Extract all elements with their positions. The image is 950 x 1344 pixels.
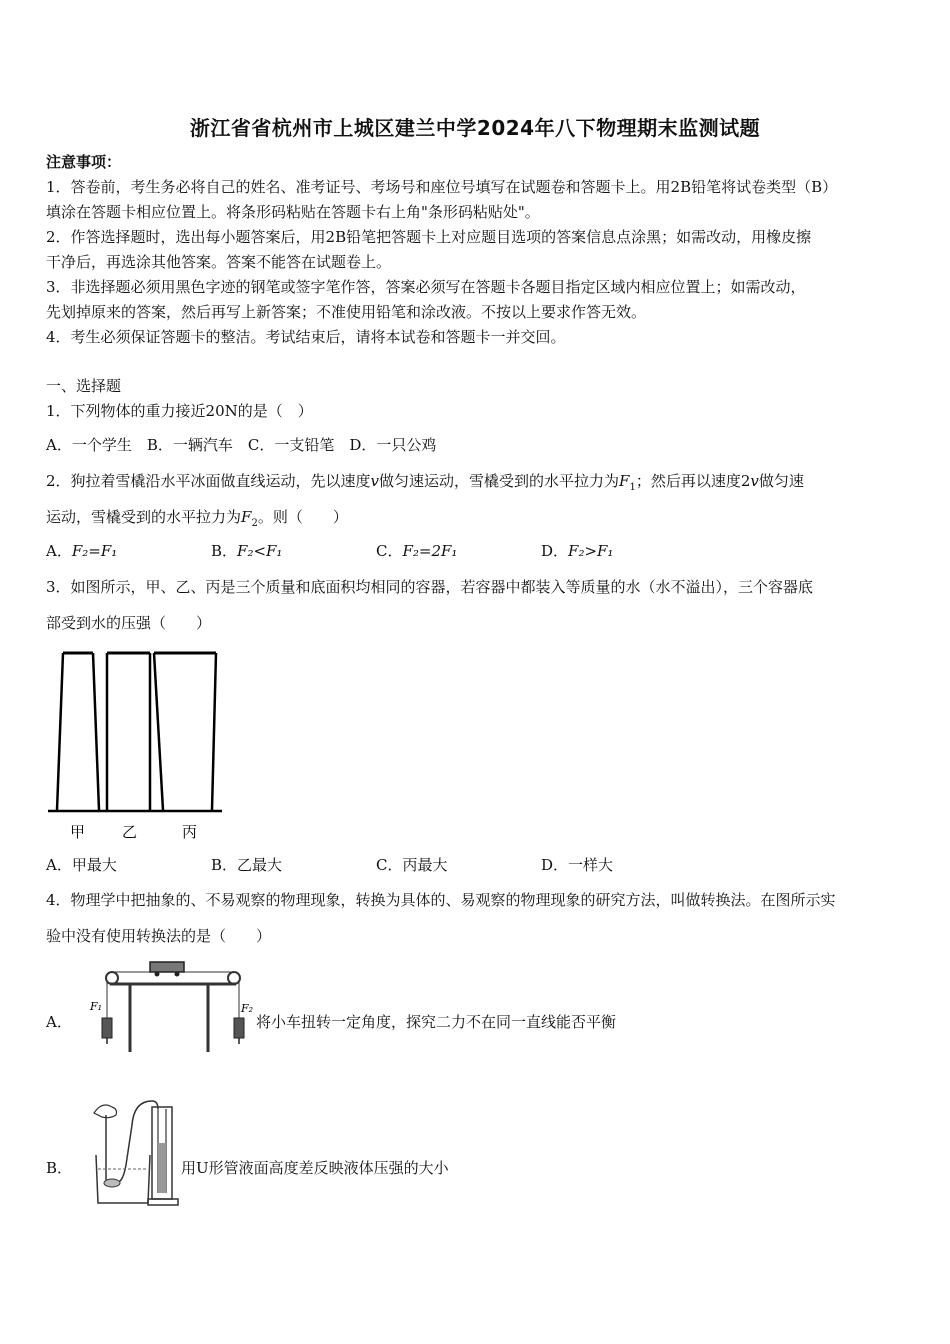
velocity-symbol: v xyxy=(750,472,759,490)
q2-option-c: C．F₂=2F₁ xyxy=(376,542,458,560)
page-title: 浙江省省杭州市上城区建兰中学2024年八下物理期末监测试题 xyxy=(189,116,761,140)
force-symbol: F xyxy=(241,508,252,526)
q3-option-c: C．丙最大 xyxy=(376,856,448,874)
q4-option-b-text: 用U形管液面高度差反映液体压强的大小 xyxy=(181,1159,449,1177)
q3-containers-figure xyxy=(46,648,236,848)
section-heading: 一、选择题 xyxy=(46,377,122,395)
notice-line: 3．非选择题必须用黑色字迹的钢笔或签字笔作答，答案必须写在答题卡各题目指定区域内相应位置上；如需改动， xyxy=(46,278,806,296)
label-bing: 丙 xyxy=(182,823,198,841)
force-label-f1: F₁ xyxy=(90,1000,103,1013)
force-label-f2: F₂ xyxy=(241,1002,254,1015)
q4-u-tube-figure xyxy=(92,1095,182,1210)
notice-heading: 注意事项： xyxy=(46,153,122,171)
q2-option-a: A．F₂=F₁ xyxy=(46,542,118,560)
label-jia: 甲 xyxy=(70,823,86,841)
q4-stem-line1: 4．物理学中把抽象的、不易观察的物理现象，转换为具体的、易观察的物理现象的研究方法，叫做转换法。在图所示实 xyxy=(46,891,836,909)
q3-stem-line2: 部受到水的压强（ ） xyxy=(46,614,212,632)
q2-stem-line1: 2．狗拉着雪橇沿水平冰面做直线运动，先以速度v做匀速运动，雪橇受到的水平拉力为$F_1$；然后再以速度2v做匀速 xyxy=(46,472,804,493)
q1-stem: 1．下列物体的重力接近20N的是（ ） xyxy=(46,402,313,420)
q4-option-a-label: A． xyxy=(46,1013,72,1031)
u-tube-base xyxy=(148,1199,178,1205)
container-jia xyxy=(57,653,99,810)
q4-cart-pulley-figure xyxy=(86,958,256,1058)
q2-stem-line2: 运动，雪橇受到的水平拉力为$F_2$。则（ ） xyxy=(46,508,348,529)
wheel-icon xyxy=(155,972,160,977)
q4-stem-line2: 验中没有使用转换法的是（ ） xyxy=(46,927,272,945)
u-tube-liquid xyxy=(158,1143,166,1193)
probe-head xyxy=(104,1179,120,1187)
pulley-icon xyxy=(106,972,118,984)
q3-option-b: B．乙最大 xyxy=(211,856,283,874)
q2-option-d: D．F₂>F₁ xyxy=(541,542,614,560)
notice-line: 干净后，再选涂其他答案。答案不能答在试题卷上。 xyxy=(46,253,392,271)
notice-line: 先划掉原来的答案，然后再写上新答案；不准使用铅笔和涂改液。不按以上要求作答无效。 xyxy=(46,303,647,321)
label-yi: 乙 xyxy=(122,823,138,841)
beaker xyxy=(96,1155,150,1203)
weight xyxy=(234,1018,244,1038)
q4-option-b-label: B． xyxy=(46,1159,73,1177)
notice-line: 1．答卷前，考生务必将自己的姓名、准考证号、考场号和座位号填写在试题卷和答题卡上。用2B铅笔将试卷类型（B） xyxy=(46,178,838,196)
q1-options: A．一个学生 B．一辆汽车 C．一支铅笔 D．一只公鸡 xyxy=(46,436,437,454)
container-bing xyxy=(154,653,216,810)
cart xyxy=(150,962,184,972)
pulley-icon xyxy=(228,972,240,984)
notice-line: 4．考生必须保证答题卡的整洁。考试结束后，请将本试卷和答题卡一并交回。 xyxy=(46,328,566,346)
force-symbol: F xyxy=(619,472,630,490)
container-yi xyxy=(107,653,150,810)
q3-option-a: A．甲最大 xyxy=(46,856,117,874)
notice-line: 2．作答选择题时，选出每小题答案后，用2B铅笔把答题卡上对应题目选项的答案信息点涂黑；如需改动，用橡皮擦 xyxy=(46,228,812,246)
wheel-icon xyxy=(175,972,180,977)
q3-option-d: D．一样大 xyxy=(541,856,614,874)
q2-option-b: B．F₂<F₁ xyxy=(211,542,283,560)
weight xyxy=(102,1018,112,1038)
notice-line: 填涂在答题卡相应位置上。将条形码粘贴在答题卡右上角"条形码粘贴处"。 xyxy=(46,203,540,221)
velocity-symbol: v xyxy=(370,472,380,490)
q4-option-a-text: 将小车扭转一定角度，探究二力不在同一直线能否平衡 xyxy=(256,1013,617,1031)
q3-stem-line1: 3．如图所示，甲、乙、丙是三个质量和底面积均相同的容器，若容器中都装入等质量的水（水不溢出），三个容器底 xyxy=(46,578,814,596)
